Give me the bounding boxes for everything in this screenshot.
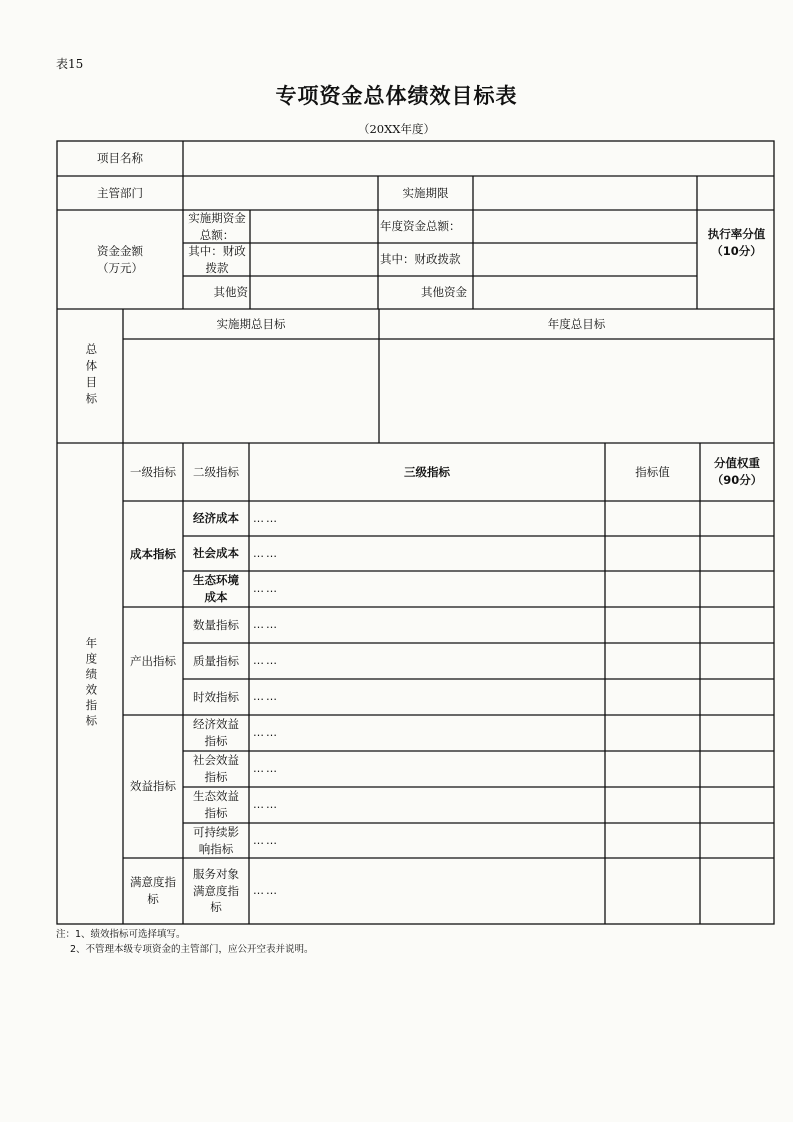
level3-field[interactable]: …… bbox=[253, 798, 279, 812]
year-label: （20XX年度） bbox=[357, 122, 435, 136]
header-level2: 二级指标 bbox=[193, 464, 239, 479]
exec-rate-cell bbox=[699, 176, 774, 309]
level3-field[interactable]: …… bbox=[253, 833, 279, 847]
funds-cell bbox=[57, 210, 183, 309]
group-cost-label: 成本指标 bbox=[130, 546, 176, 561]
dept-field[interactable] bbox=[183, 176, 378, 210]
item-eco-benefit: 生态效益指标 bbox=[193, 789, 239, 820]
item-quality: 质量指标 bbox=[193, 653, 239, 668]
funds-label: 资金金额 bbox=[97, 243, 143, 258]
header-weight-cell bbox=[700, 443, 774, 501]
funds-unit: （万元） bbox=[97, 260, 143, 275]
level3-field[interactable]: …… bbox=[253, 511, 279, 525]
item-economic-cost: 经济成本 bbox=[193, 511, 239, 526]
fiscal-label-a: 其中：财政拨款 bbox=[188, 243, 246, 275]
level3-field[interactable]: …… bbox=[253, 546, 279, 560]
period-label: 实施期限 bbox=[402, 185, 449, 200]
annual-goal-field[interactable] bbox=[379, 339, 774, 443]
level3-field[interactable]: …… bbox=[253, 582, 279, 596]
note-2: 2、不管理本级专项资金的主管部门，应公开空表并说明。 bbox=[70, 943, 314, 955]
header-value: 指标值 bbox=[635, 464, 670, 479]
dept-label: 主管部门 bbox=[97, 185, 143, 200]
header-weight: 分值权重 bbox=[714, 456, 760, 471]
goals-label: 总体目标 bbox=[84, 343, 99, 409]
group-output-label: 产出指标 bbox=[130, 653, 176, 668]
period-goal-header: 实施期总目标 bbox=[216, 316, 286, 331]
other-label-a: 其他资 bbox=[213, 285, 248, 300]
item-economic-benefit: 经济效益指标 bbox=[193, 717, 239, 748]
annual-goal-header: 年度总目标 bbox=[547, 316, 606, 331]
exec-rate-score: （10分） bbox=[711, 243, 762, 258]
other-label-b: 其他资金 bbox=[421, 285, 467, 300]
item-social-cost: 社会成本 bbox=[193, 546, 239, 561]
level3-field[interactable]: …… bbox=[253, 618, 279, 632]
project-name-field[interactable] bbox=[183, 141, 774, 176]
indicators-section-label: 年度绩效指标 bbox=[84, 637, 99, 730]
item-service-satisfaction: 服务对象满意度指标 bbox=[193, 866, 239, 915]
group-benefit-label: 效益指标 bbox=[130, 779, 176, 794]
group-satisfaction-label: 满意度指标 bbox=[130, 875, 176, 906]
item-eco-cost: 生态环境成本 bbox=[193, 573, 239, 604]
level3-field[interactable]: …… bbox=[253, 884, 279, 898]
exec-rate-label: 执行率分值 bbox=[707, 226, 766, 241]
item-sustainable-impact: 可持续影响指标 bbox=[193, 824, 239, 856]
level3-field[interactable]: …… bbox=[253, 726, 279, 740]
footnotes bbox=[56, 928, 314, 957]
level3-field[interactable]: …… bbox=[253, 690, 279, 704]
header-level3: 三级指标 bbox=[404, 464, 450, 479]
project-name-label: 项目名称 bbox=[97, 151, 143, 166]
table-number: 表15 bbox=[56, 57, 84, 71]
note-1: 注：1、绩效指标可选择填写。 bbox=[56, 929, 186, 940]
period-goal-field[interactable] bbox=[123, 339, 379, 443]
header-weight-score: （90分） bbox=[711, 473, 763, 487]
item-social-benefit: 社会效益指标 bbox=[193, 753, 239, 784]
level3-field[interactable]: …… bbox=[253, 654, 279, 668]
period-total-label: 实施期资金总额： bbox=[188, 210, 246, 242]
fiscal-label-b: 其中：财政拨款 bbox=[380, 252, 461, 267]
item-quantity: 数量指标 bbox=[193, 617, 239, 632]
item-timeliness: 时效指标 bbox=[193, 689, 239, 704]
header-level1: 一级指标 bbox=[130, 464, 176, 479]
period-field[interactable] bbox=[473, 176, 697, 210]
page-title: 专项资金总体绩效目标表 bbox=[275, 84, 518, 108]
annual-total-label: 年度资金总额： bbox=[380, 219, 461, 234]
level3-field[interactable]: …… bbox=[253, 762, 279, 776]
